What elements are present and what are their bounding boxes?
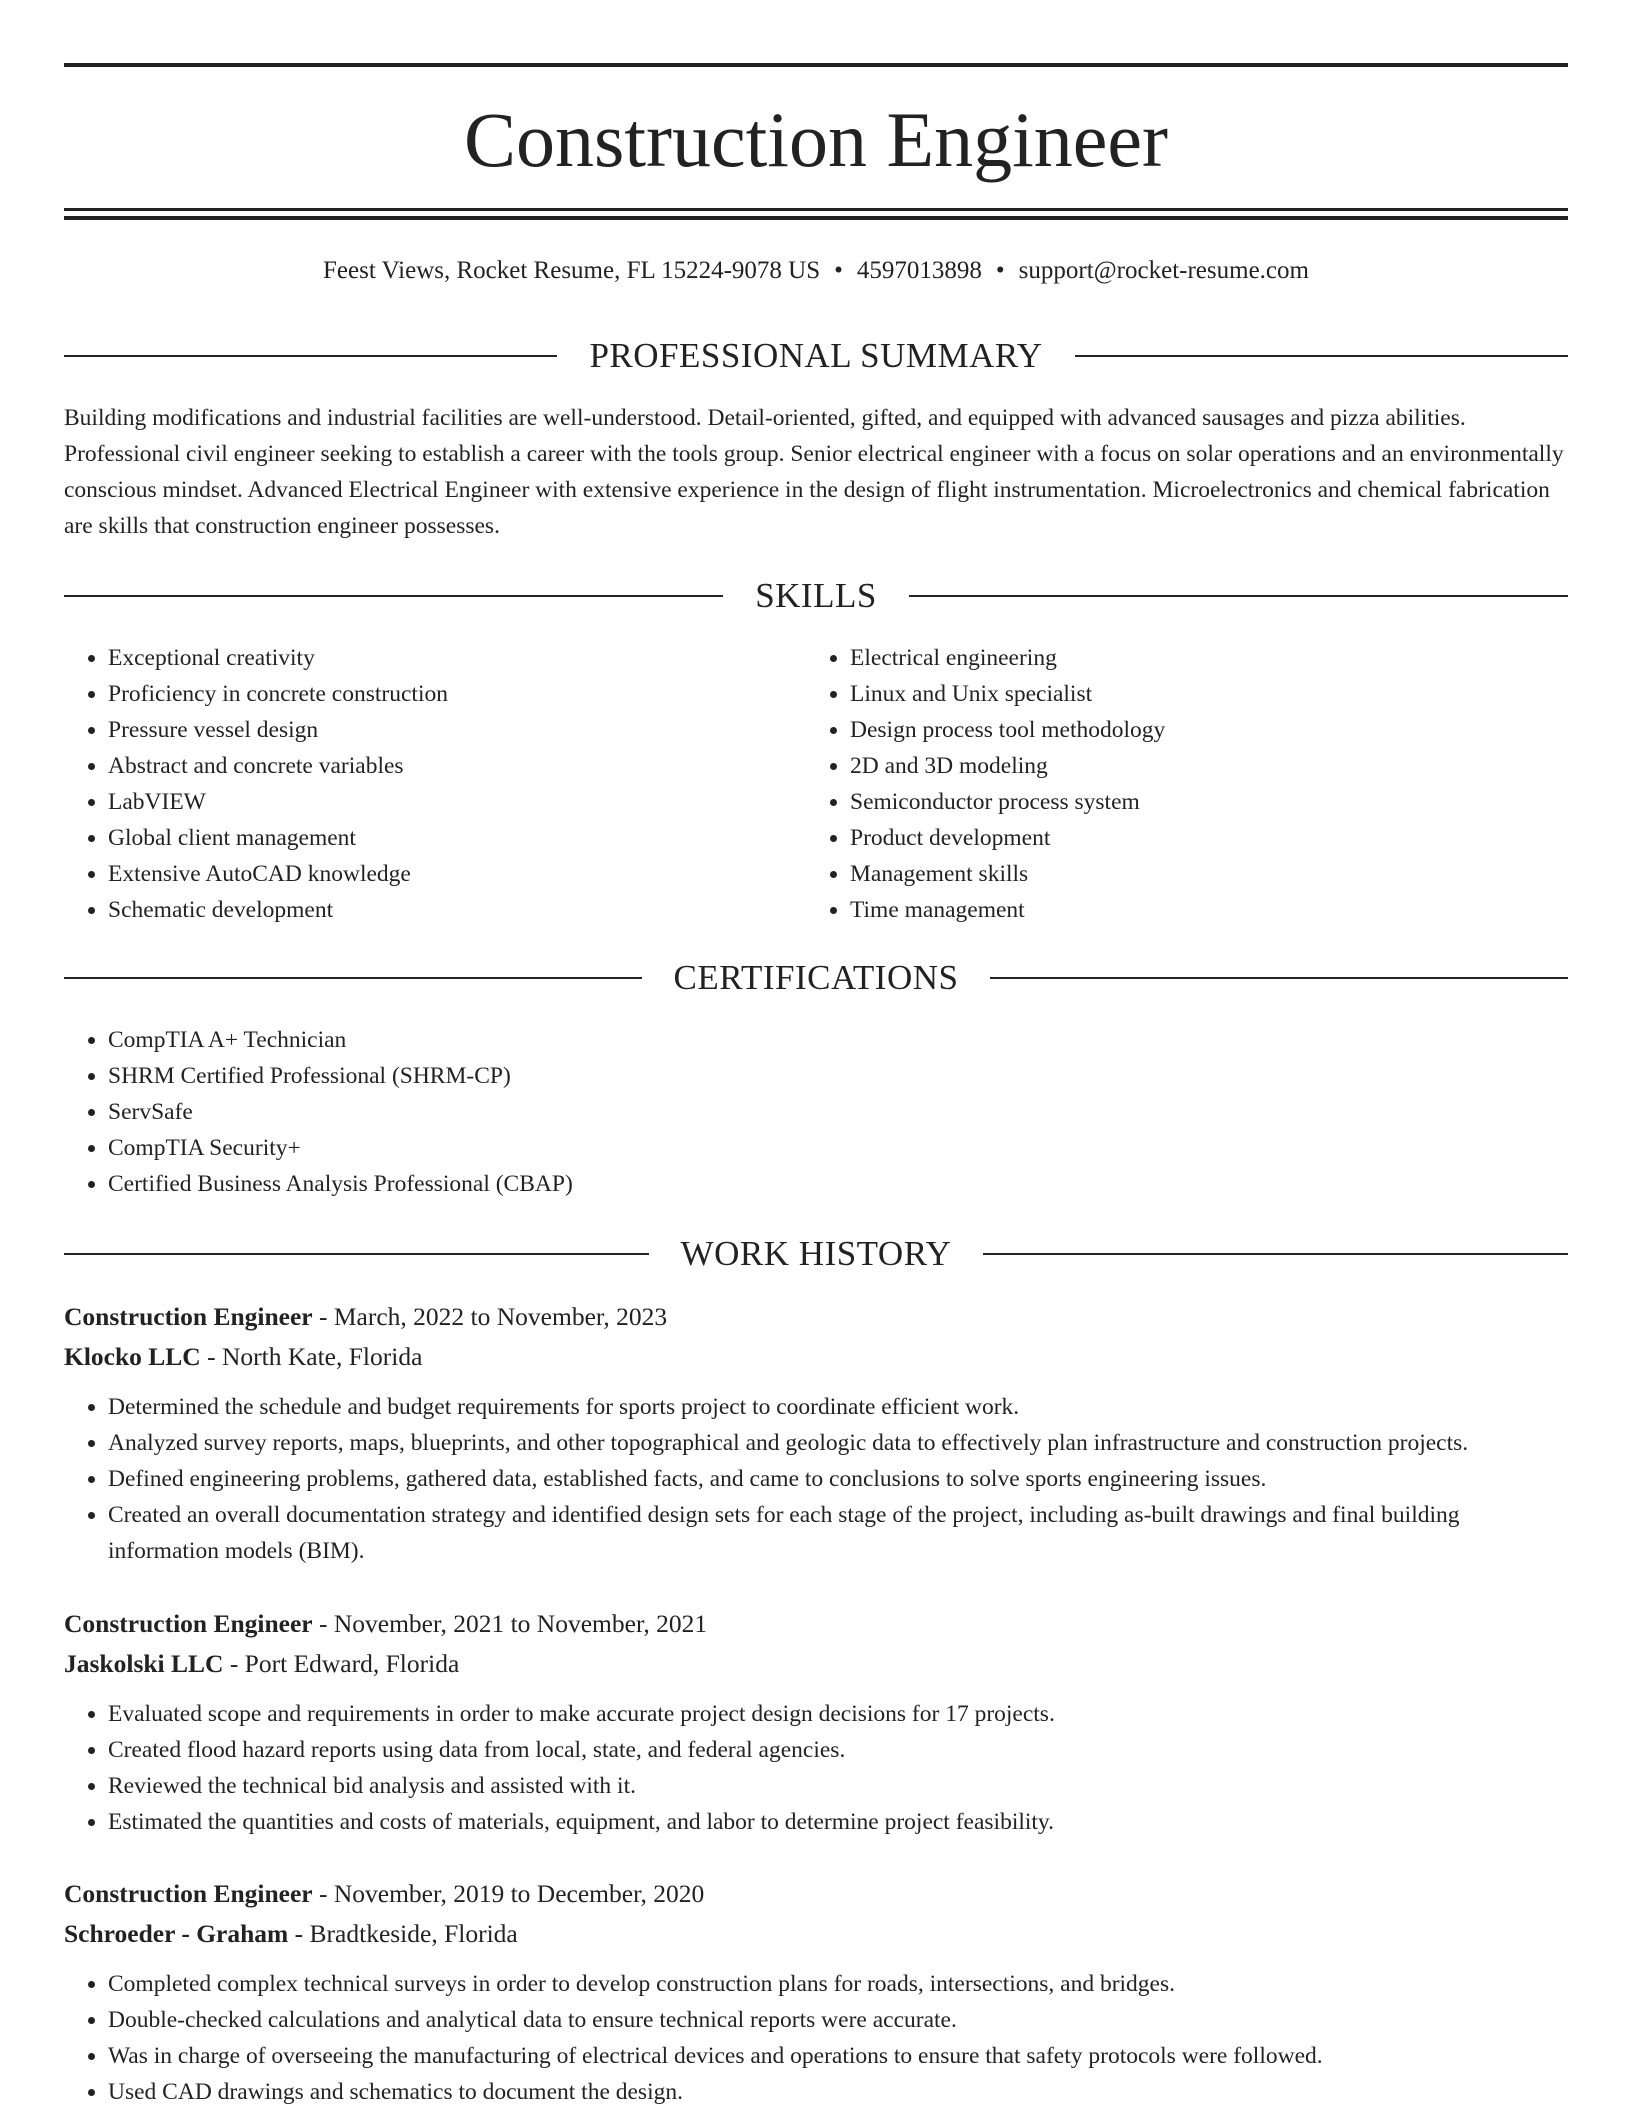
job-title: Construction Engineer — [64, 1302, 313, 1331]
skill-item: • Design process tool methodology — [850, 712, 1546, 748]
skill-item: • Time management — [850, 892, 1546, 928]
job-dates: - March, 2022 to November, 2023 — [312, 1302, 668, 1331]
job-entry — [64, 1874, 1568, 2110]
section-rule — [983, 1253, 1568, 1255]
contact-phone: 4597013898 — [856, 257, 982, 284]
skill-item: • Abstract and concrete variables — [108, 748, 804, 784]
header-rule-lower — [64, 216, 1568, 220]
job-title-line — [64, 1874, 1568, 1914]
job-bullet: • Defined engineering problems, gathered data, established facts, and came to conclusions to solve sports engineering issues. — [108, 1461, 1568, 1497]
job-bullet: • Double-checked calculations and analytical data to ensure technical reports were accurate. — [108, 2002, 1568, 2038]
section-header-skills — [64, 574, 1568, 618]
section-title: WORK HISTORY — [680, 1234, 952, 1273]
job-title-line — [64, 1297, 1568, 1337]
skill-item: • Pressure vessel design — [108, 712, 804, 748]
job-entry — [64, 1604, 1568, 1840]
section-rule — [64, 1253, 649, 1255]
header-rule-upper — [64, 208, 1568, 211]
job-title-line — [64, 1604, 1568, 1644]
job-bullet: • Used CAD drawings and schematics to document the design. — [108, 2074, 1568, 2110]
job-company-line — [64, 1644, 1568, 1684]
job-title: Construction Engineer — [64, 1879, 313, 1908]
contact-separator: • — [834, 257, 843, 284]
section-rule — [990, 977, 1568, 979]
skill-item: • Global client management — [108, 820, 804, 856]
resume-name: Construction Engineer — [463, 96, 1169, 183]
job-title: Construction Engineer — [64, 1609, 313, 1638]
section-rule — [1075, 355, 1568, 357]
section-rule — [64, 595, 723, 597]
job-company: Jaskolski LLC — [64, 1649, 224, 1678]
contact-line — [64, 254, 1568, 288]
contact-address: Feest Views, Rocket Resume, FL 15224-9078 US — [323, 257, 821, 284]
job-bullet: • Reviewed the technical bid analysis and assisted with it. — [108, 1768, 1568, 1804]
top-rule — [64, 63, 1568, 67]
job-bullet: • Estimated the quantities and costs of materials, equipment, and labor to determine project feasibility. — [108, 1804, 1568, 1840]
certification-item: • Certified Business Analysis Professional (CBAP) — [108, 1166, 1064, 1202]
job-bullet: • Determined the schedule and budget requirements for sports project to coordinate efficient work. — [108, 1389, 1568, 1425]
job-company: Schroeder - Graham — [64, 1919, 289, 1948]
skill-item: • Extensive AutoCAD knowledge — [108, 856, 804, 892]
skills-column-right — [806, 640, 1546, 928]
skill-item: • Product development — [850, 820, 1546, 856]
job-location: - Bradtkeside, Florida — [288, 1919, 518, 1948]
section-rule — [64, 355, 557, 357]
section-title: PROFESSIONAL SUMMARY — [589, 336, 1043, 375]
job-company-line — [64, 1914, 1568, 1954]
job-company-line — [64, 1337, 1568, 1377]
skill-item: • 2D and 3D modeling — [850, 748, 1546, 784]
job-location: - Port Edward, Florida — [223, 1649, 460, 1678]
contact-separator: • — [995, 257, 1005, 284]
section-header-certifications — [64, 956, 1568, 1000]
job-dates: - November, 2019 to December, 2020 — [312, 1879, 705, 1908]
certification-item: • ServSafe — [108, 1094, 1064, 1130]
section-header-work-history — [64, 1232, 1568, 1276]
job-bullet: • Analyzed survey reports, maps, blueprints, and other topographical and geologic data to effectively plan infrastructure and construction projects. — [108, 1425, 1568, 1461]
section-rule — [909, 595, 1568, 597]
job-bullet: • Was in charge of overseeing the manufacturing of electrical devices and operations to ensure that safety protocols were followed. — [108, 2038, 1568, 2074]
skill-item: • Linux and Unix specialist — [850, 676, 1546, 712]
job-bullet: • Evaluated scope and requirements in order to make accurate project design decisions for 17 projects. — [108, 1696, 1568, 1732]
certification-item: • SHRM Certified Professional (SHRM-CP) — [108, 1058, 1064, 1094]
section-title: SKILLS — [755, 576, 877, 615]
skill-item: • Electrical engineering — [850, 640, 1546, 676]
skill-item: • LabVIEW — [108, 784, 804, 820]
certification-item: • CompTIA Security+ — [108, 1130, 1064, 1166]
job-bullet: • Created an overall documentation strategy and identified design sets for each stage of the project, including as-built drawings and final building information models (BIM). — [108, 1497, 1568, 1569]
job-bullet: • Created flood hazard reports using data from local, state, and federal agencies. — [108, 1732, 1568, 1768]
skill-item: • Management skills — [850, 856, 1546, 892]
job-location: - North Kate, Florida — [200, 1342, 423, 1371]
skill-item: • Semiconductor process system — [850, 784, 1546, 820]
certification-item: • CompTIA A+ Technician — [108, 1022, 1064, 1058]
certifications-list — [64, 1022, 1064, 1202]
skill-item: • Exceptional creativity — [108, 640, 804, 676]
skill-item: • Proficiency in concrete construction — [108, 676, 804, 712]
section-title: CERTIFICATIONS — [673, 958, 959, 997]
job-bullet: • Completed complex technical surveys in order to develop construction plans for roads, intersections, and bridges. — [108, 1966, 1568, 2002]
job-dates: - November, 2021 to November, 2021 — [312, 1609, 708, 1638]
section-header-summary — [64, 334, 1568, 378]
job-company: Klocko LLC — [64, 1342, 201, 1371]
contact-email: support@rocket-resume.com — [1018, 257, 1309, 284]
section-rule — [64, 977, 642, 979]
skill-item: • Schematic development — [108, 892, 804, 928]
summary-text: Building modifications and industrial facilities are well-understood. Detail-oriented, gifted, and equipped with advanced sausages and pizza abilities. Professional civil engineer seeking to establish a career with the tools group. Senior electrical engineer with a focus on solar operations and an environmentally conscious mindset. Advanced Electrical Engineer with extensive experience in the design of flight instrumentation. Microelectronics and chemical fabrication are skills that construction engineer possesses. — [64, 405, 1564, 539]
skills-column-left — [64, 640, 804, 928]
job-entry — [64, 1297, 1568, 1569]
